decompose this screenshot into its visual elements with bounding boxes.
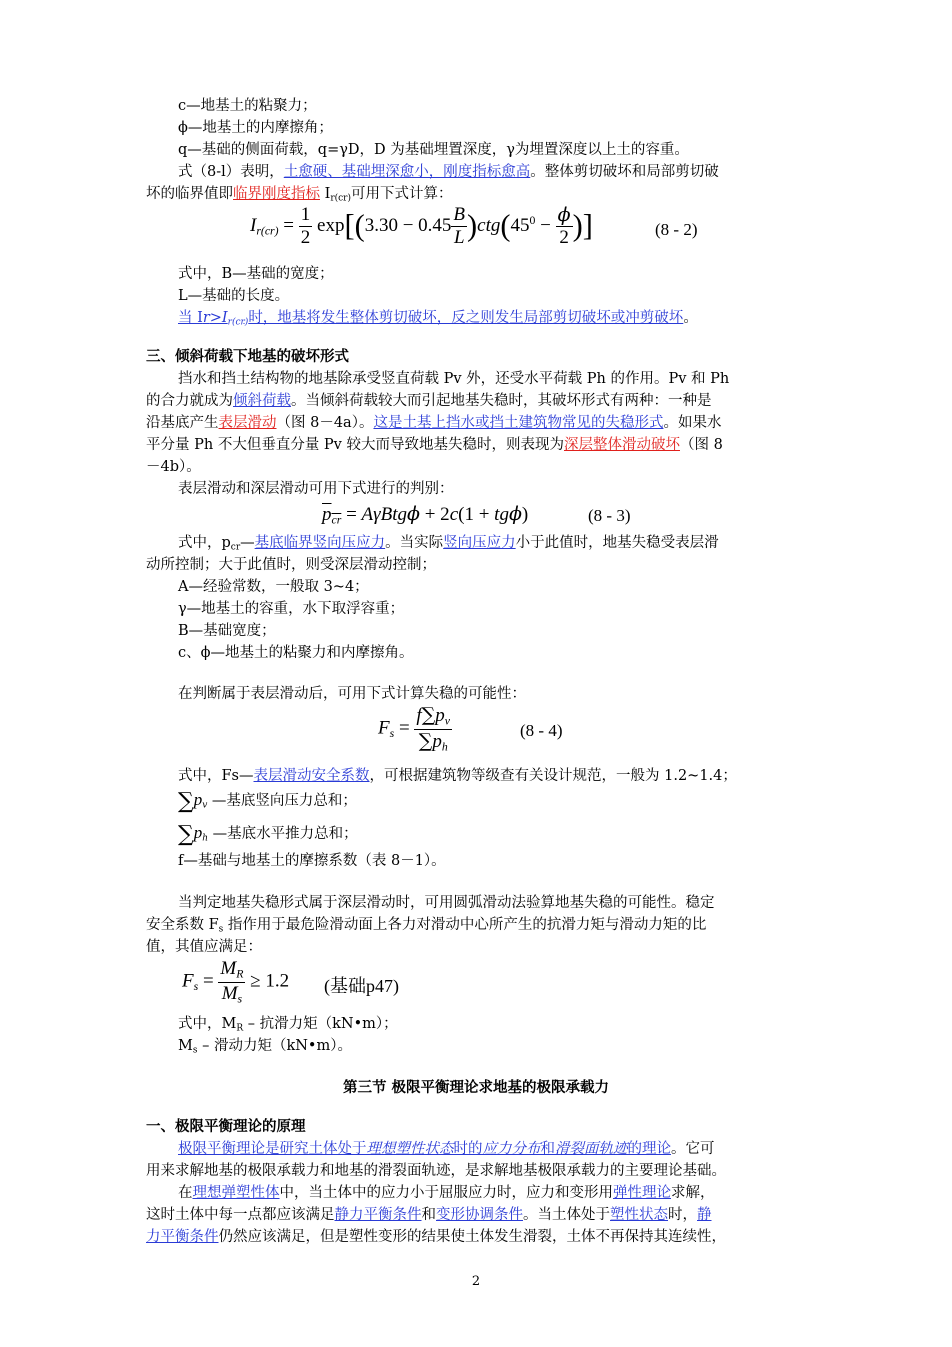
hyperlink[interactable]: 静 — [697, 1207, 712, 1223]
text-line: f—基础与地基土的摩擦系数（表 8－1）。 — [178, 853, 446, 869]
text-line: 在判断属于表层滑动后，可用下式计算失稳的可能性： — [178, 686, 526, 702]
text-line — [146, 435, 723, 455]
text-line — [178, 533, 719, 558]
subscript: cr — [230, 542, 241, 553]
text-span: 求解， — [671, 1185, 715, 1201]
text-span: 安全系数 F — [146, 917, 219, 933]
text-span: （图 8－4a）。 — [276, 415, 374, 431]
text-span: 。 — [683, 310, 698, 326]
section-title: 第三节 极限平衡理论求地基的极限承载力 — [342, 1079, 610, 1096]
subscript: r(cr) — [330, 193, 351, 204]
text-line — [178, 162, 719, 182]
text-line — [146, 391, 712, 411]
text-span: 小于此值时，地基失稳受表层滑 — [515, 535, 719, 551]
sum-symbol: ∑ — [178, 789, 194, 814]
text-line: γ—地基土的容重，水下取浮容重； — [178, 601, 405, 617]
text-line: c—地基土的粘聚力； — [178, 98, 317, 114]
text-span: 和 — [421, 1207, 436, 1223]
text-span: 式中，Fs— — [178, 768, 254, 784]
equation-reference: (基础p47) — [324, 976, 399, 996]
text-span: 这时土体中每一点都应该满足 — [146, 1207, 335, 1223]
text-span: 式中，M — [178, 1016, 237, 1032]
text-span: 。当倾斜荷载较大而引起地基失稳时，其破坏形式有两种：一种是 — [291, 393, 712, 409]
text-line: 动所控制；大于此值时，则受深层滑动控制； — [146, 557, 436, 573]
text-line — [146, 1205, 712, 1225]
text-line — [178, 308, 698, 333]
text-span: 。当土体处于 — [523, 1207, 610, 1223]
text-span: 仍然应该满足，但是塑性变形的结果使土体发生滑裂，土体不再保持其连续性， — [218, 1229, 726, 1245]
text-span: 时， — [668, 1207, 697, 1223]
text-span: 。它可 — [671, 1141, 715, 1157]
hyperlink[interactable]: 临界刚度指标 — [233, 186, 320, 202]
text-span: 坏的临界值即 — [146, 186, 233, 202]
text-span: 式中，p — [178, 535, 231, 551]
equation-8-3: $p_{cr} = A\gamma Btg\phi + 2c(1 + tg\phi)$ — [322, 503, 529, 527]
hyperlink[interactable]: 当 $Ir>I_{r(cr)}$时，地基将发生整体剪切破坏，反之则发生局部剪切破坏或冲剪破坏 — [178, 310, 684, 328]
text-span: 。如果水 — [663, 415, 722, 431]
text-line: c、ϕ—地基土的粘聚力和内摩擦角。 — [178, 645, 414, 661]
text-span: —基底水平推力总和； — [212, 826, 358, 842]
text-line: 值，其值应满足： — [146, 939, 262, 955]
text-line — [146, 915, 706, 940]
text-line — [178, 1183, 715, 1203]
text-line: A—经验常数，一般取 3~4； — [178, 579, 369, 595]
text-line: 式中，B—基础的宽度； — [178, 266, 334, 282]
text-line: 用来求解地基的极限承载力和地基的滑裂面轨迹，是求解地基极限承载力的主要理论基础。 — [146, 1163, 726, 1179]
text-span: 的合力就成为 — [146, 393, 233, 409]
hyperlink[interactable]: 理想弹塑性体 — [192, 1185, 280, 1201]
text-line — [178, 1036, 352, 1061]
text-line — [146, 1227, 726, 1247]
text-span: 式（8-l）表明， — [178, 164, 284, 180]
text-span: M — [178, 1038, 193, 1054]
equation-number: (8 - 4) — [520, 721, 563, 740]
hyperlink[interactable]: 土愈硬、基础埋深愈小，刚度指标愈高 — [283, 164, 531, 180]
text-line: B—基础宽度； — [178, 623, 276, 639]
page-number: 2 — [471, 1274, 481, 1289]
hyperlink[interactable]: 深层整体滑动破坏 — [563, 437, 680, 453]
text-line: $\sum p_v$ —基底竖向压力总和； — [178, 789, 357, 814]
section-heading: 三、倾斜荷载下地基的破坏形式 — [146, 348, 349, 365]
text-span: 指作用于最危险滑动面上各力对滑动中心所产生的抗滑力矩与滑动力矩的比 — [223, 917, 707, 933]
hyperlink[interactable]: 弹性理论 — [613, 1185, 671, 1201]
text-line: 挡水和挡土结构物的地基除承受竖直荷载 Pv 外，还受水平荷载 Ph 的作用。Pv 和 Ph — [178, 371, 730, 387]
section-heading: 一、极限平衡理论的原理 — [146, 1118, 306, 1135]
text-line: q—基础的侧面荷载，q=γD，D 为基础埋置深度，γ为埋置深度以上土的容重。 — [178, 142, 689, 158]
hyperlink[interactable]: 力平衡条件 — [146, 1229, 219, 1245]
text-line: 表层滑动和深层滑动可用下式进行的判别： — [178, 481, 454, 497]
text-span: （图 8 — [679, 437, 723, 453]
hyperlink[interactable]: 竖向压应力 — [443, 535, 516, 551]
text-line — [178, 1139, 715, 1159]
hyperlink[interactable]: 倾斜荷载 — [233, 393, 291, 409]
hyperlink[interactable]: 表层滑动 — [218, 415, 277, 431]
text-span: 。当实际 — [385, 535, 444, 551]
sum-symbol: ∑ — [178, 822, 194, 847]
text-span: 沿基底产生 — [146, 415, 219, 431]
text-line — [178, 1014, 398, 1039]
hyperlink[interactable]: 塑性状态 — [610, 1207, 668, 1223]
hyperlink[interactable]: 这是土基上挡水或挡土建筑物常见的失稳形式 — [373, 415, 664, 431]
hyperlink[interactable]: 基底临界竖向压应力 — [254, 535, 386, 551]
text-line — [178, 766, 737, 786]
text-span: 平分量 Ph 不大但垂直分量 Pv 较大而导致地基失稳时，则表现为 — [146, 437, 564, 453]
hyperlink[interactable]: 静力平衡条件 — [334, 1207, 422, 1223]
text-line: 当判定地基失稳形式属于深层滑动时，可用圆弧滑动法验算地基失稳的可能性。稳定 — [178, 895, 715, 911]
equation-8-4: $F_s$ = $\frac{f\sum p_v}{\sum p_h}$ — [378, 704, 451, 754]
text-span: – 滑动力矩（kN•m）。 — [197, 1038, 352, 1054]
text-span: I — [320, 186, 331, 202]
equation-safety-factor: $F_s$ = $\frac{M_R}{M_s}$ ≥ 1.2 — [182, 958, 290, 1006]
text-span: – 抗滑力矩（kN•m）； — [243, 1016, 398, 1032]
hyperlink[interactable]: 表层滑动安全系数 — [253, 768, 370, 784]
text-span: — — [240, 535, 255, 551]
text-line: L—基础的长度。 — [178, 288, 290, 304]
text-line: －4b）。 — [146, 459, 201, 475]
text-line: ϕ—地基土的内摩擦角； — [178, 120, 333, 136]
text-line: $\sum p_h$ —基底水平推力总和； — [178, 822, 358, 847]
subscript: s — [218, 924, 224, 935]
text-span: 可用下式计算： — [350, 186, 453, 202]
equation-8-2: $I_{r(cr)}$ = $\frac{1}{2}$ exp[(3.30 − 0.45 $\frac{B}{L}$ )$ctg(45^0$ − $\frac{\phi}{2}$ )] — [250, 204, 593, 248]
subscript: R — [236, 1023, 244, 1034]
hyperlink[interactable]: 极限平衡理论是研究土体处于理想塑性状态时的应力分布和滑裂面轨迹的理论 — [178, 1141, 671, 1157]
text-span: ，可根据建筑物等级查有关设计规范，一般为 1.2~1.4； — [369, 768, 737, 784]
hyperlink[interactable]: 变形协调条件 — [436, 1207, 523, 1223]
text-span: 。整体剪切破坏和局部剪切破 — [530, 164, 719, 180]
equation-number: (8 - 2) — [655, 220, 698, 239]
text-line — [146, 413, 721, 433]
text-span: —基底竖向压力总和； — [211, 793, 357, 809]
text-span: 中，当土体中的应力小于屈服应力时，应力和变形用 — [279, 1185, 613, 1201]
subscript: s — [192, 1045, 198, 1056]
equation-number: (8 - 3) — [588, 506, 631, 525]
text-span: 在 — [178, 1185, 193, 1201]
